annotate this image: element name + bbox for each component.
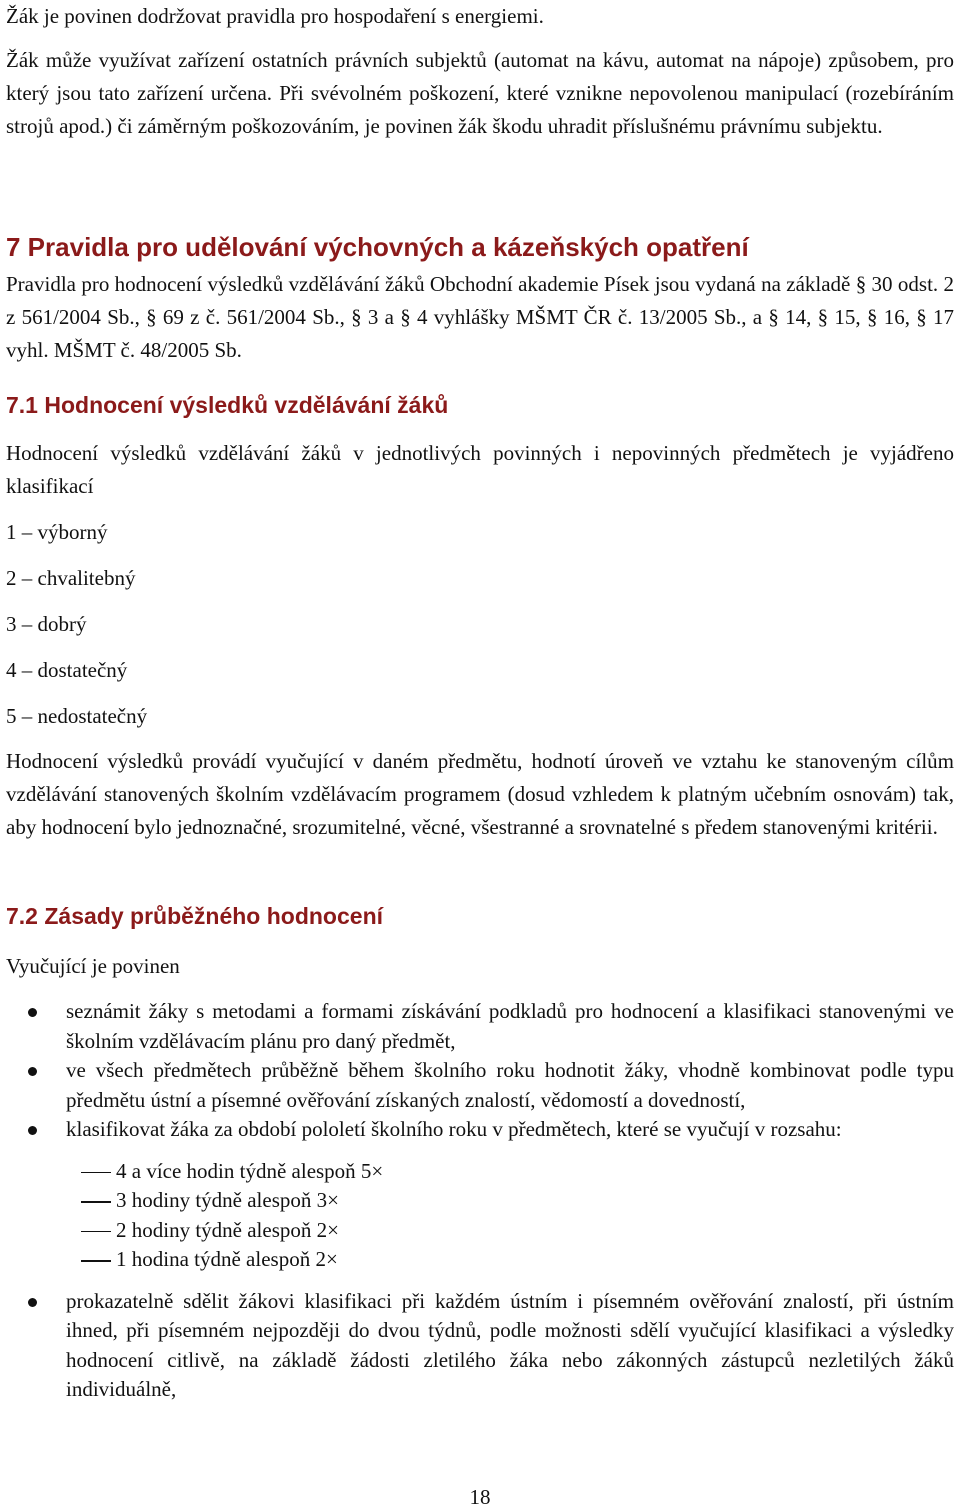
section-7-1-closing: Hodnocení výsledků provádí vyučující v daném předmětu, hodnotí úroveň ve vztahu ke stanoveným cílům vzdělávání stanovených školním vzdělávacím programem (dosud vzhledem k platným učebním osnovám) tak, aby hodnocení bylo jednoznačné, srozumitelné, věcné, všestranné a srovnatelné s předem stanovenými kritérii. bbox=[6, 749, 954, 839]
spacer bbox=[6, 1275, 954, 1287]
dash-icon bbox=[81, 1260, 111, 1262]
section-7-2-lead: Vyučující je povinen bbox=[6, 954, 180, 978]
grade-4: 4 – dostatečný bbox=[6, 658, 128, 682]
list-item bbox=[6, 1287, 954, 1405]
sublist-item bbox=[6, 1245, 954, 1275]
section-7-1-heading: 7.1 Hodnocení výsledků vzdělávání žáků bbox=[6, 392, 449, 418]
sublist-item-text: 2 hodiny týdně alespoň 2× bbox=[116, 1217, 339, 1242]
list-item-text: seznámit žáky s metodami a formami získávání podkladů pro hodnocení a klasifikaci stanovenými ve školním vzdělávacím plánu pro daný předmět, bbox=[66, 999, 954, 1053]
list-item-text: ve všech předmětech průběžně během školního roku hodnotit žáky, vhodně kombinovat podle typu předmětu ústní a písemné ověřování získaných znalostí, vědomostí a dovedností, bbox=[66, 1058, 954, 1112]
page-number: 18 bbox=[469, 1485, 491, 1509]
section-7-2-heading: 7.2 Zásady průběžného hodnocení bbox=[6, 903, 384, 929]
spacer bbox=[6, 1145, 954, 1157]
sublist-item-text: 3 hodiny týdně alespoň 3× bbox=[116, 1188, 339, 1212]
section-7-heading: 7 Pravidla pro udělování výchovných a kázeňských opatření bbox=[6, 232, 749, 262]
sublist-item-text: 1 hodina týdně alespoň 2× bbox=[116, 1247, 338, 1271]
list-item-text: prokazatelně sdělit žákovi klasifikaci při každém ústním i písemném ověřování znalostí, při ústním ihned, při písemném nejpozději do dvou týdnů, podle možnosti sdělí vyučující klasifikaci a výsledky hodnocení citlivě, na základě žádosti zletilého žáka nebo zákonných zástupců nezletilých žáků individuálně, bbox=[66, 1288, 954, 1401]
paragraph-devices: Žák může využívat zařízení ostatních právních subjektů (automat na kávu, automat na nápoje) způsobem, pro který jsou tato zařízení určena. Při svévolném poškození, které vznikne nepovolenou manipulací (rozebíráním strojů apod.) či záměrným poškozováním, je povinen žák škodu uhradit příslušnému právnímu subjektu. bbox=[6, 48, 954, 138]
list-item bbox=[6, 1056, 954, 1115]
grade-5: 5 – nedostatečný bbox=[6, 704, 148, 728]
list-item-text: klasifikovat žáka za období pololetí školního roku v předmětech, které se vyučují v rozsahu: bbox=[66, 1117, 842, 1141]
paragraph-energy: Žák je povinen dodržovat pravidla pro hospodaření s energiemi. bbox=[6, 4, 544, 28]
sublist-item-text: 4 a více hodin týdně alespoň 5× bbox=[116, 1158, 384, 1183]
list-item bbox=[6, 1115, 954, 1145]
dash-icon bbox=[81, 1231, 111, 1233]
sublist-item bbox=[6, 1216, 954, 1246]
grade-2: 2 – chvalitebný bbox=[6, 566, 136, 590]
sublist-item bbox=[6, 1186, 954, 1216]
grade-3: 3 – dobrý bbox=[6, 612, 87, 636]
section-7-text: Pravidla pro hodnocení výsledků vzdělávání žáků Obchodní akademie Písek jsou vydaná na základě § 30 odst. 2 z 561/2004 Sb., § 69 z č. 561/2004 Sb., § 3 a § 4 vyhlášky MŠMT ČR č. 13/2005 Sb., a § 14, § 15, § 16, § 17 vyhl. MŠMT č. 48/2005 Sb. bbox=[6, 272, 954, 362]
bullet-icon bbox=[28, 1067, 37, 1076]
section-7-1-text: Hodnocení výsledků vzdělávání žáků v jednotlivých povinných i nepovinných předmětech je vyjádřeno klasifikací bbox=[6, 441, 954, 498]
list-item bbox=[6, 997, 954, 1056]
bullet-icon bbox=[28, 1298, 37, 1307]
grade-1: 1 – výborný bbox=[6, 520, 108, 544]
duties-list bbox=[6, 997, 954, 1405]
dash-icon bbox=[81, 1172, 111, 1174]
sublist-item bbox=[6, 1157, 954, 1187]
bullet-icon bbox=[28, 1008, 37, 1017]
dash-icon bbox=[81, 1201, 111, 1203]
bullet-icon bbox=[28, 1126, 37, 1135]
